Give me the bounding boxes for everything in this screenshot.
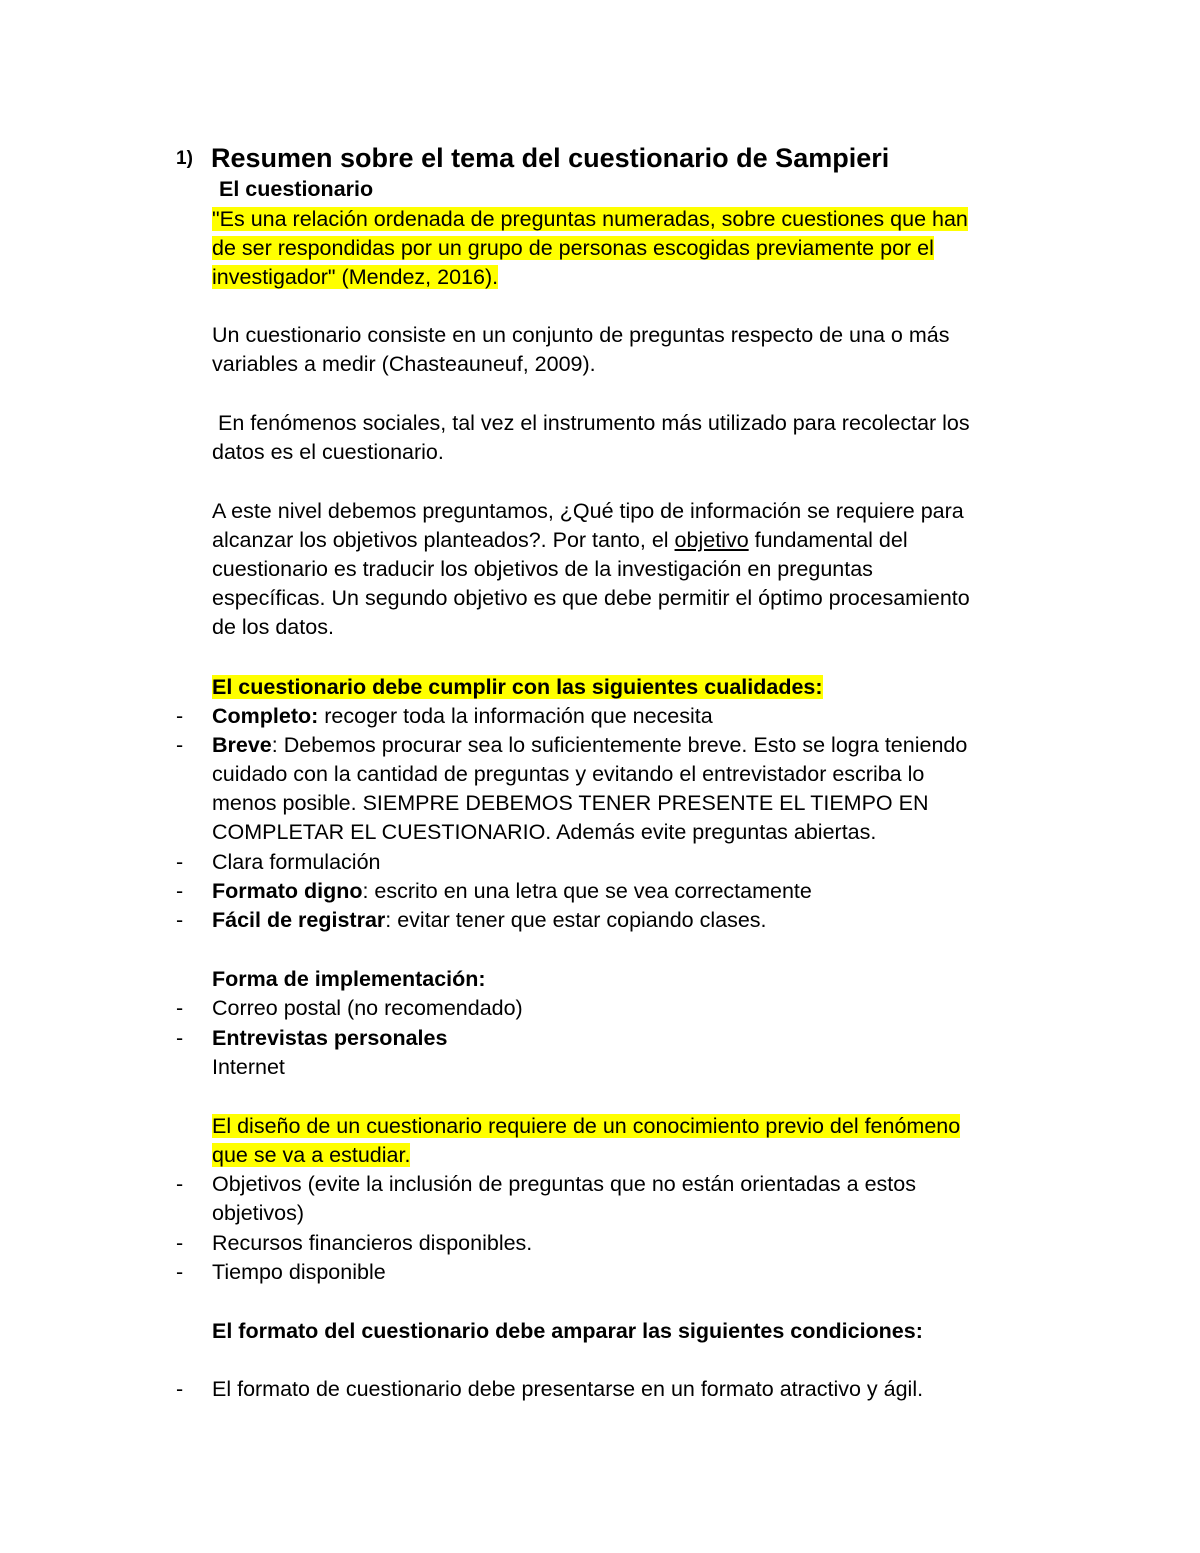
subtitle: El cuestionario [219,177,374,201]
definition-line-3: investigador" (Mendez, 2016). [212,265,499,289]
facil-label: Fácil de registrar [212,908,386,932]
breve-line-4: COMPLETAR EL CUESTIONARIO. Además evite preguntas abiertas. [212,820,877,844]
design-item-tiempo: Tiempo disponible [212,1260,386,1284]
definition-line-2: de ser respondidas por un grupo de personas escogidas previamente por el [212,236,934,260]
qualities-heading: El cuestionario debe cumplir con las siguientes cualidades: [212,675,823,699]
impl-item-correo: Correo postal (no recomendado) [212,996,523,1020]
item-completo [212,702,713,731]
bullet-dash: - [176,704,184,728]
breve-text: : Debemos procurar sea lo suficientemente breve. Esto se logra teniendo [271,733,968,757]
implementation-heading: Forma de implementación: [212,967,486,991]
definition-line-1: "Es una relación ordenada de preguntas numeradas, sobre cuestiones que han [212,207,968,231]
para2-line-1: En fenómenos sociales, tal vez el instrumento más utilizado para recolectar los [212,411,970,435]
design-item-objetivos: Objetivos (evite la inclusión de preguntas que no están orientadas a estos [212,1172,916,1196]
para1-line-2: variables a medir (Chasteauneuf, 2009). [212,352,596,376]
facil-text: : evitar tener que estar copiando clases. [385,908,767,932]
bullet-dash: - [176,733,184,757]
format-item-1: El formato de cuestionario debe presentarse en un formato atractivo y ágil. [212,1377,924,1401]
para3-line-2 [212,526,908,555]
formato-text: : escrito en una letra que se vea correctamente [362,879,812,903]
bullet-dash: - [176,908,184,932]
bullet-dash: - [176,879,184,903]
para3-line-1: A este nivel debemos preguntamos, ¿Qué tipo de información se requiere para [212,499,964,523]
para2-line-2: datos es el cuestionario. [212,440,444,464]
breve-label: Breve [212,733,272,757]
formato-label: Formato digno [212,879,363,903]
format-heading: El formato del cuestionario debe amparar las siguientes condiciones: [212,1319,923,1343]
objetivo-underlined: objetivo [674,528,749,552]
design-line-1: El diseño de un cuestionario requiere de un conocimiento previo del fenómeno [212,1114,961,1138]
bullet-dash: - [176,1172,184,1196]
bullet-dash: - [176,850,184,874]
completo-label: Completo: [212,704,319,728]
bullet-dash: - [176,1260,184,1284]
para1-line-1: Un cuestionario consiste en un conjunto de preguntas respecto de una o más [212,323,950,347]
breve-line-2: cuidado con la cantidad de preguntas y evitando el entrevistador escriba lo [212,762,925,786]
para3-line-2-post: fundamental del [748,528,908,552]
heading-number: 1) [176,148,193,169]
completo-text: recoger toda la información que necesita [318,704,713,728]
bullet-dash: - [176,1231,184,1255]
item-clara: Clara formulación [212,850,381,874]
para3-line-4: específicas. Un segundo objetivo es que debe permitir el óptimo procesamiento [212,586,970,610]
breve-line-3: menos posible. SIEMPRE DEBEMOS TENER PRESENTE EL TIEMPO EN [212,791,929,815]
bullet-dash: - [176,1026,184,1050]
page-title: Resumen sobre el tema del cuestionario de Sampieri [211,143,890,173]
item-breve [212,731,967,760]
para3-line-3: cuestionario es traducir los objetivos de la investigación en preguntas [212,557,873,581]
item-facil [212,906,767,935]
impl-item-internet: Internet [212,1055,285,1079]
bullet-dash: - [176,996,184,1020]
design-item-recursos: Recursos financieros disponibles. [212,1231,533,1255]
para3-line-5: de los datos. [212,615,334,639]
design-item-objetivos-line-2: objetivos) [212,1201,305,1225]
impl-item-entrevistas: Entrevistas personales [212,1026,448,1050]
design-line-2: que se va a estudiar. [212,1143,411,1167]
para3-line-2-pre: alcanzar los objetivos planteados?. Por tanto, el [212,528,675,552]
item-formato [212,877,812,906]
bullet-dash: - [176,1377,184,1401]
